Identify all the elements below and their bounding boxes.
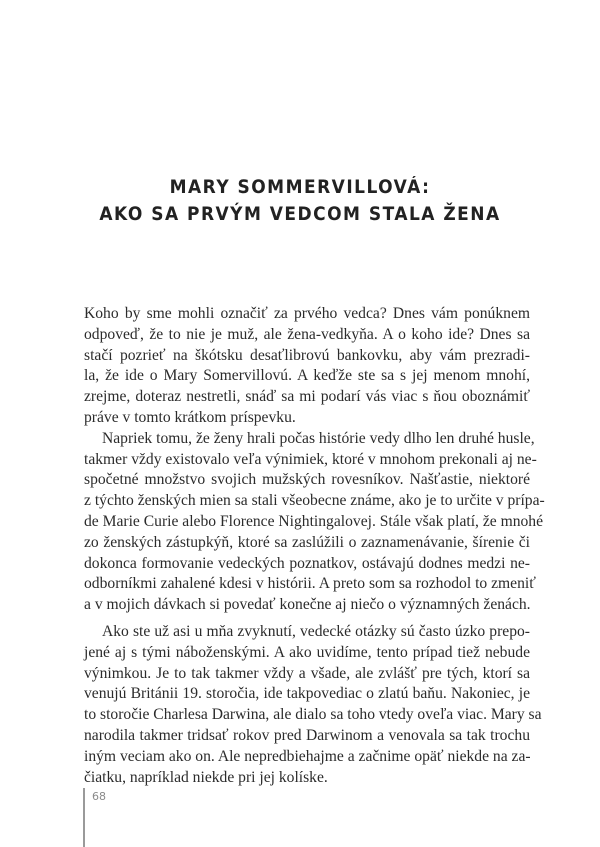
- text-line: zrejme, doteraz nestretli, snáď sa mi podarí vás viac s ňou oboznámiť: [84, 388, 530, 406]
- chapter-title: [24, 174, 576, 228]
- text-line: iným veciam ako on. Ale nepredbiehajme a začnime opäť niekde na za-: [84, 747, 531, 765]
- text-line: stačí pozrieť na škótsku desaťlibrovú bankovku, aby vám prezradi-: [84, 346, 530, 364]
- text-line: čiatku, napríklad niekde pri jej kolíske.: [84, 768, 328, 786]
- footer-vertical-rule: [83, 788, 85, 847]
- text-line: jené aj s tými náboženskými. A ako uvidíme, tento prípad tiež nebude: [84, 643, 530, 661]
- chapter-title-line-2: AKO SA PRVÝM VEDCOM STALA ŽENA: [99, 204, 501, 225]
- text-line: práve v tomto krátkom príspevku.: [84, 408, 296, 426]
- text-line: Ako ste už asi u mňa zvyknutí, vedecké otázky sú často úzko prepo-: [102, 622, 530, 640]
- text-line: výnimkou. Je to tak takmer vždy a všade, ale zvlášť pre tých, ktorí sa: [84, 664, 530, 682]
- text-line: takmer vždy existovalo veľa výnimiek, ktoré v mnohom prekonali aj ne-: [84, 450, 537, 468]
- text-line: Koho by sme mohli označiť za prvého vedca? Dnes vám ponúknem: [84, 305, 530, 322]
- paragraph-1: [84, 304, 530, 429]
- text-line: la, že ide o Mary Somervillovú. A keďže ste sa s jej menom mnohí,: [84, 367, 530, 385]
- text-line: a v mojich dávkach si povedať konečne aj niečo o významných ženách.: [84, 596, 531, 614]
- text-line: dokonca formovanie vedeckých poznatkov, ostávajú dodnes medzi ne-: [84, 554, 530, 572]
- text-line: odpoveď, že to nie je muž, ale žena-vedkyňa. A o koho ide? Dnes sa: [84, 325, 530, 343]
- chapter-title-line-1: MARY SOMMERVILLOVÁ:: [169, 177, 431, 198]
- text-line: to storočie Charlesa Darwina, ale dialo sa toho vtedy oveľa viac. Mary sa: [84, 706, 542, 724]
- text-line: de Marie Curie alebo Florence Nightingalovej. Stále však platí, že mnohé: [84, 512, 544, 530]
- text-line: odborníkmi zahalené kdesi v histórii. A preto som sa rozhodol to zmeniť: [84, 575, 536, 593]
- text-line: narodila takmer tridsať rokov pred Darwinom a venovala sa tak trochu: [84, 726, 530, 744]
- paragraph-3: [84, 622, 542, 788]
- text-line: venujú Británii 19. storočia, ide takpovediac o zlatú baňu. Nakoniec, je: [84, 685, 530, 703]
- text-line: zo ženských zástupkýň, ktoré sa zaslúžili o zaznamenávanie, šírenie či: [84, 533, 530, 551]
- page-number: 68: [92, 790, 106, 803]
- text-line: Napriek tomu, že ženy hrali počas histórie vedy dlho len druhé husle,: [102, 429, 535, 447]
- paragraph-2: [84, 429, 545, 616]
- text-line: spočetné množstvo svojich mužských rovesníkov. Našťastie, niektoré: [84, 471, 530, 489]
- chapter-body: [84, 304, 545, 788]
- text-line: z týchto ženských mien sa stali všeobecne známe, ako je to určite v prípa-: [84, 492, 545, 510]
